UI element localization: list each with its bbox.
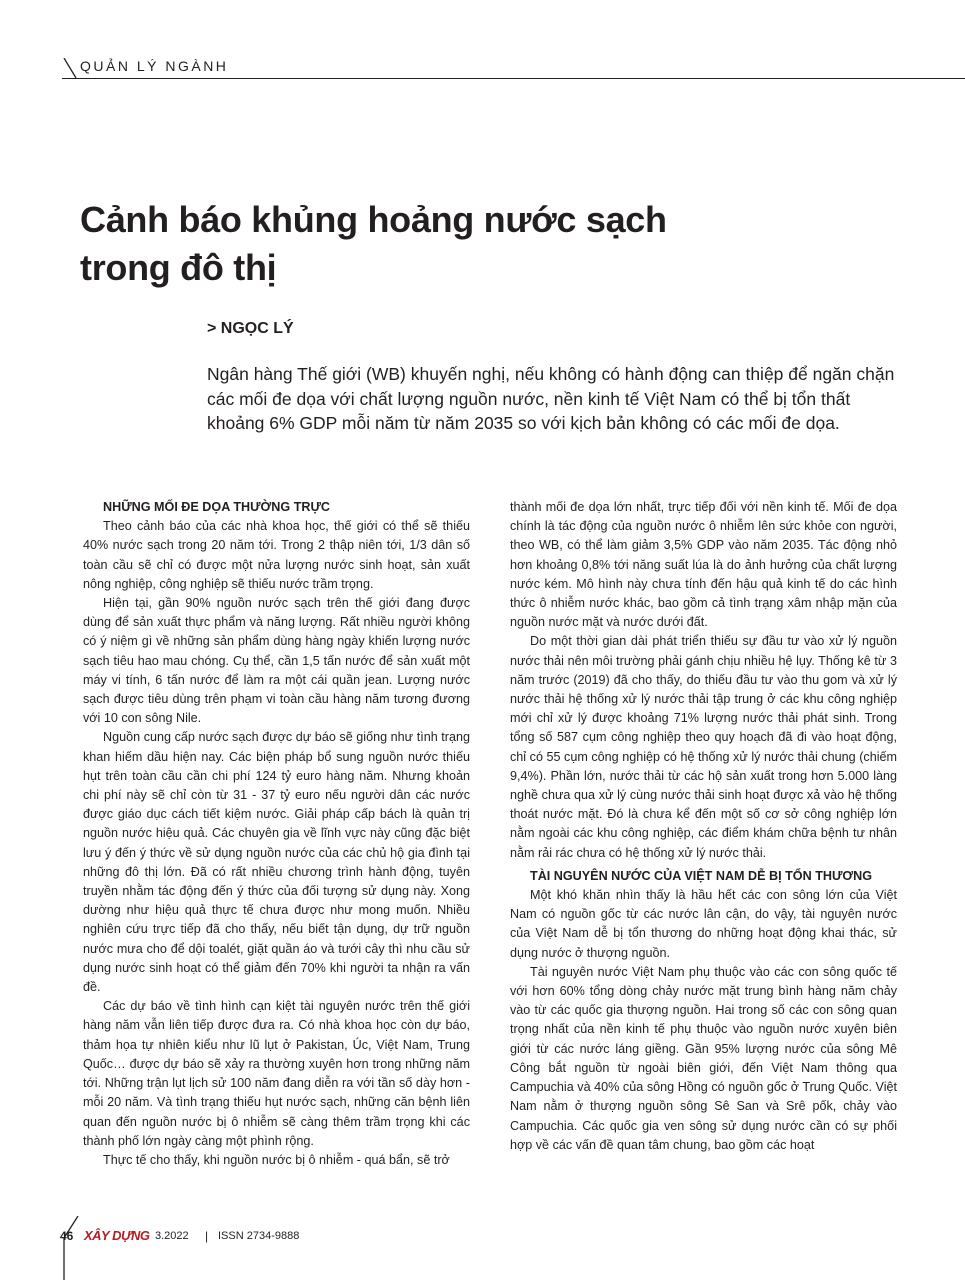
magazine-logo: XÂY DỰNG — [84, 1228, 150, 1243]
paragraph: Tài nguyên nước Việt Nam phụ thuộc vào các con sông quốc tế với hơn 60% tổng dòng chảy nước mặt trung bình hàng năm chảy vào từ các quốc gia thượng nguồn. Hai trong số các con sông quan trọng nhất của nền kinh tế phụ thuộc vào nguồn nước xuyên biên giới từ các nước láng giềng. Gần 95% lượng nước của sông Mê Công bắt nguồn từ ngoài biên giới, đến Việt Nam thông qua Campuchia và 40% của sông Hồng có nguồn gốc ở Trung Quốc. Việt Nam nằm ở thượng nguồn sông Sê San và Srê pốk, chảy vào Campuchia. Các quốc gia ven sông sử dụng nước cần có sự phối hợp về các vấn đề quan tâm chung, bao gồm các hoạt — [510, 964, 897, 1152]
article-title: Cảnh báo khủng hoảng nước sạch trong đô thị — [80, 199, 667, 288]
page-number: 46 — [60, 1229, 74, 1243]
right-column — [510, 498, 897, 1155]
section-mark-icon — [62, 58, 78, 78]
section-label: QUẢN LÝ NGÀNH — [80, 58, 229, 74]
paragraph: Một khó khăn nhìn thấy là hầu hết các con sông lớn của Việt Nam có nguồn gốc từ các nước lân cận, do vậy, tài nguyên nước của Việt Nam dễ bị tổn thương do những hoạt động khai thác, sử dụng nước ở thượng nguồn. — [510, 888, 897, 960]
paragraph: Hiện tại, gần 90% nguồn nước sạch trên thế giới đang được dùng để sản xuất thực phẩm và năng lượng. Rất nhiều người không có ý niệm gì về những sản phẩm dùng hàng ngày khiến lượng nước sạch tiêu hao mau chóng. Cụ thể, cần 1,5 tấn nước để sản xuất một máy vi tính, 6 tấn nước để làm ra một cái quần jean. Lượng nước sạch được tiêu dùng trên phạm vi toàn cầu hàng năm tương đương với 10 con sông Nile. — [83, 596, 470, 726]
paragraph: Các dự báo về tình hình cạn kiệt tài nguyên nước trên thế giới hàng năm vẫn liên tiếp được đưa ra. Có nhà khoa học còn dự báo, thảm họa tự nhiên kiểu như lũ lụt ở Pakistan, Úc, Việt Nam, Trung Quốc… được dự báo sẽ xảy ra thường xuyên hơn trong những năm tới. Những trận lụt lịch sử 100 năm đang diễn ra với tần số dày hơn - mỗi 20 năm. Và tình trạng thiếu hụt nước sạch, những căn bệnh liên quan đến nguồn nước bị ô nhiễm sẽ càng thêm trầm trọng khi các thành phố lớn ngày càng một phình rộng. — [83, 999, 470, 1148]
paragraph: Thực tế cho thấy, khi nguồn nước bị ô nhiễm - quá bẩn, sẽ trở — [103, 1152, 450, 1167]
issue-number: 3.2022 — [155, 1230, 189, 1242]
issn-label: ISSN 2734-9888 — [218, 1230, 300, 1242]
section-heading: NHỮNG MỐI ĐE DỌA THƯỜNG TRỰC — [103, 500, 331, 514]
article-lead: Ngân hàng Thế giới (WB) khuyến nghị, nếu không có hành động can thiệp để ngăn chặn các mối đe dọa với chất lượng nguồn nước, nền kinh tế Việt Nam có thể bị tổn thất khoảng 6% GDP mỗi năm từ năm 2035 so với kịch bản không có các mối đe dọa. — [207, 364, 895, 433]
footer-mark-icon — [62, 1216, 80, 1280]
paragraph: Nguồn cung cấp nước sạch được dự báo sẽ giống như tình trạng khan hiếm dầu hiện nay. Các biện pháp bổ sung nguồn nước thiếu hụt trên toàn cầu cần chi phí 124 tỷ euro hàng năm. Nhưng khoản chi phí này sẽ chỉ còn từ 31 - 37 tỷ euro nếu người dân các nước được giáo dục cách tiết kiệm nước. Giải pháp cấp bách là quản trị nguồn nước hiệu quả. Các chuyên gia về lĩnh vực này cũng đặc biệt lưu ý đến ý thức về sử dụng nguồn nước của các chủ hộ gia đình tại những đô thị lớn. Đã có rất nhiều chương trình hành động, tuyên truyền nhằm tác động đến ý thức của đối tượng sử dụng này. Xong dường như hiệu quả thực tế chưa được như mong muốn. Nhiều nghiên cứu trực tiếp đã cho thấy, nếu biết tận dụng, dự trữ nguồn nước mưa cho để dội toalét, giặt quần áo và tưới cây thì nhu cầu sử dụng nước sinh hoạt có thể giảm đến 70% khi người ta nhận ra vấn đề. — [83, 730, 470, 995]
paragraph-continuation: thành mối đe dọa lớn nhất, trực tiếp đối với nền kinh tế. Mối đe dọa chính là tác động của nguồn nước ô nhiễm lên sức khỏe con người, theo WB, có thể làm giảm 3,5% GDP vào năm 2035. Tác động nhỏ hơn khoảng 0,8% tới năng suất lúa là do ảnh hưởng của chất lượng nước kém. Mô hình này chưa tính đến hậu quả kinh tế do các hình thức ô nhiễm nước khác, bao gồm cả tình trạng xâm nhập mặn của nguồn nước mặt và nước dưới đất. — [510, 500, 897, 630]
article-author: > NGỌC LÝ — [207, 320, 294, 337]
paragraph: Do một thời gian dài phát triển thiếu sự đầu tư vào xử lý nguồn nước thải nên môi trường phải gánh chịu nhiều hệ lụy. Thống kê từ 3 năm trước (2019) đã cho thấy, do thiếu đầu tư vào thu gom và xử lý nước thải hệ thống xử lý nước thải tập trung ở các khu công nghiệp mới chỉ xử lý được khoảng 71% lượng nước thải phát sinh. Trong tổng số 587 cụm công nghiệp theo quy hoạch đã đi vào hoạt động, chỉ có 55 cụm công nghiệp có hệ thống xử lý nước thải chung (chiếm 9,4%). Phần lớn, nước thải từ các hộ sản xuất trong hơn 5.000 làng nghề chưa qua xử lý cùng nước thải sinh hoạt được xả vào hệ thống thoát nước mặt. Đó là chưa kể đến một số cơ sở công nghiệp lớn nằm ngoài các khu công nghiệp, các điểm khám chữa bệnh tư nhân nằm rải rác chưa có hệ thống xử lý nước thải. — [510, 634, 897, 860]
paragraph: Theo cảnh báo của các nhà khoa học, thế giới có thể sẽ thiếu 40% nước sạch trong 20 năm tới. Trong 2 thập niên tới, 1/3 dân số toàn cầu sẽ chỉ có được một nửa lượng nước sinh hoạt, sản xuất nông nghiệp, công nghiệp sẽ thiếu nước trầm trọng. — [83, 519, 470, 591]
footer-separator: | — [205, 1229, 209, 1243]
left-column — [83, 498, 470, 1170]
header-rule — [62, 78, 965, 79]
section-heading: TÀI NGUYÊN NƯỚC CỦA VIỆT NAM DỄ BỊ TỔN THƯƠNG — [530, 868, 873, 883]
